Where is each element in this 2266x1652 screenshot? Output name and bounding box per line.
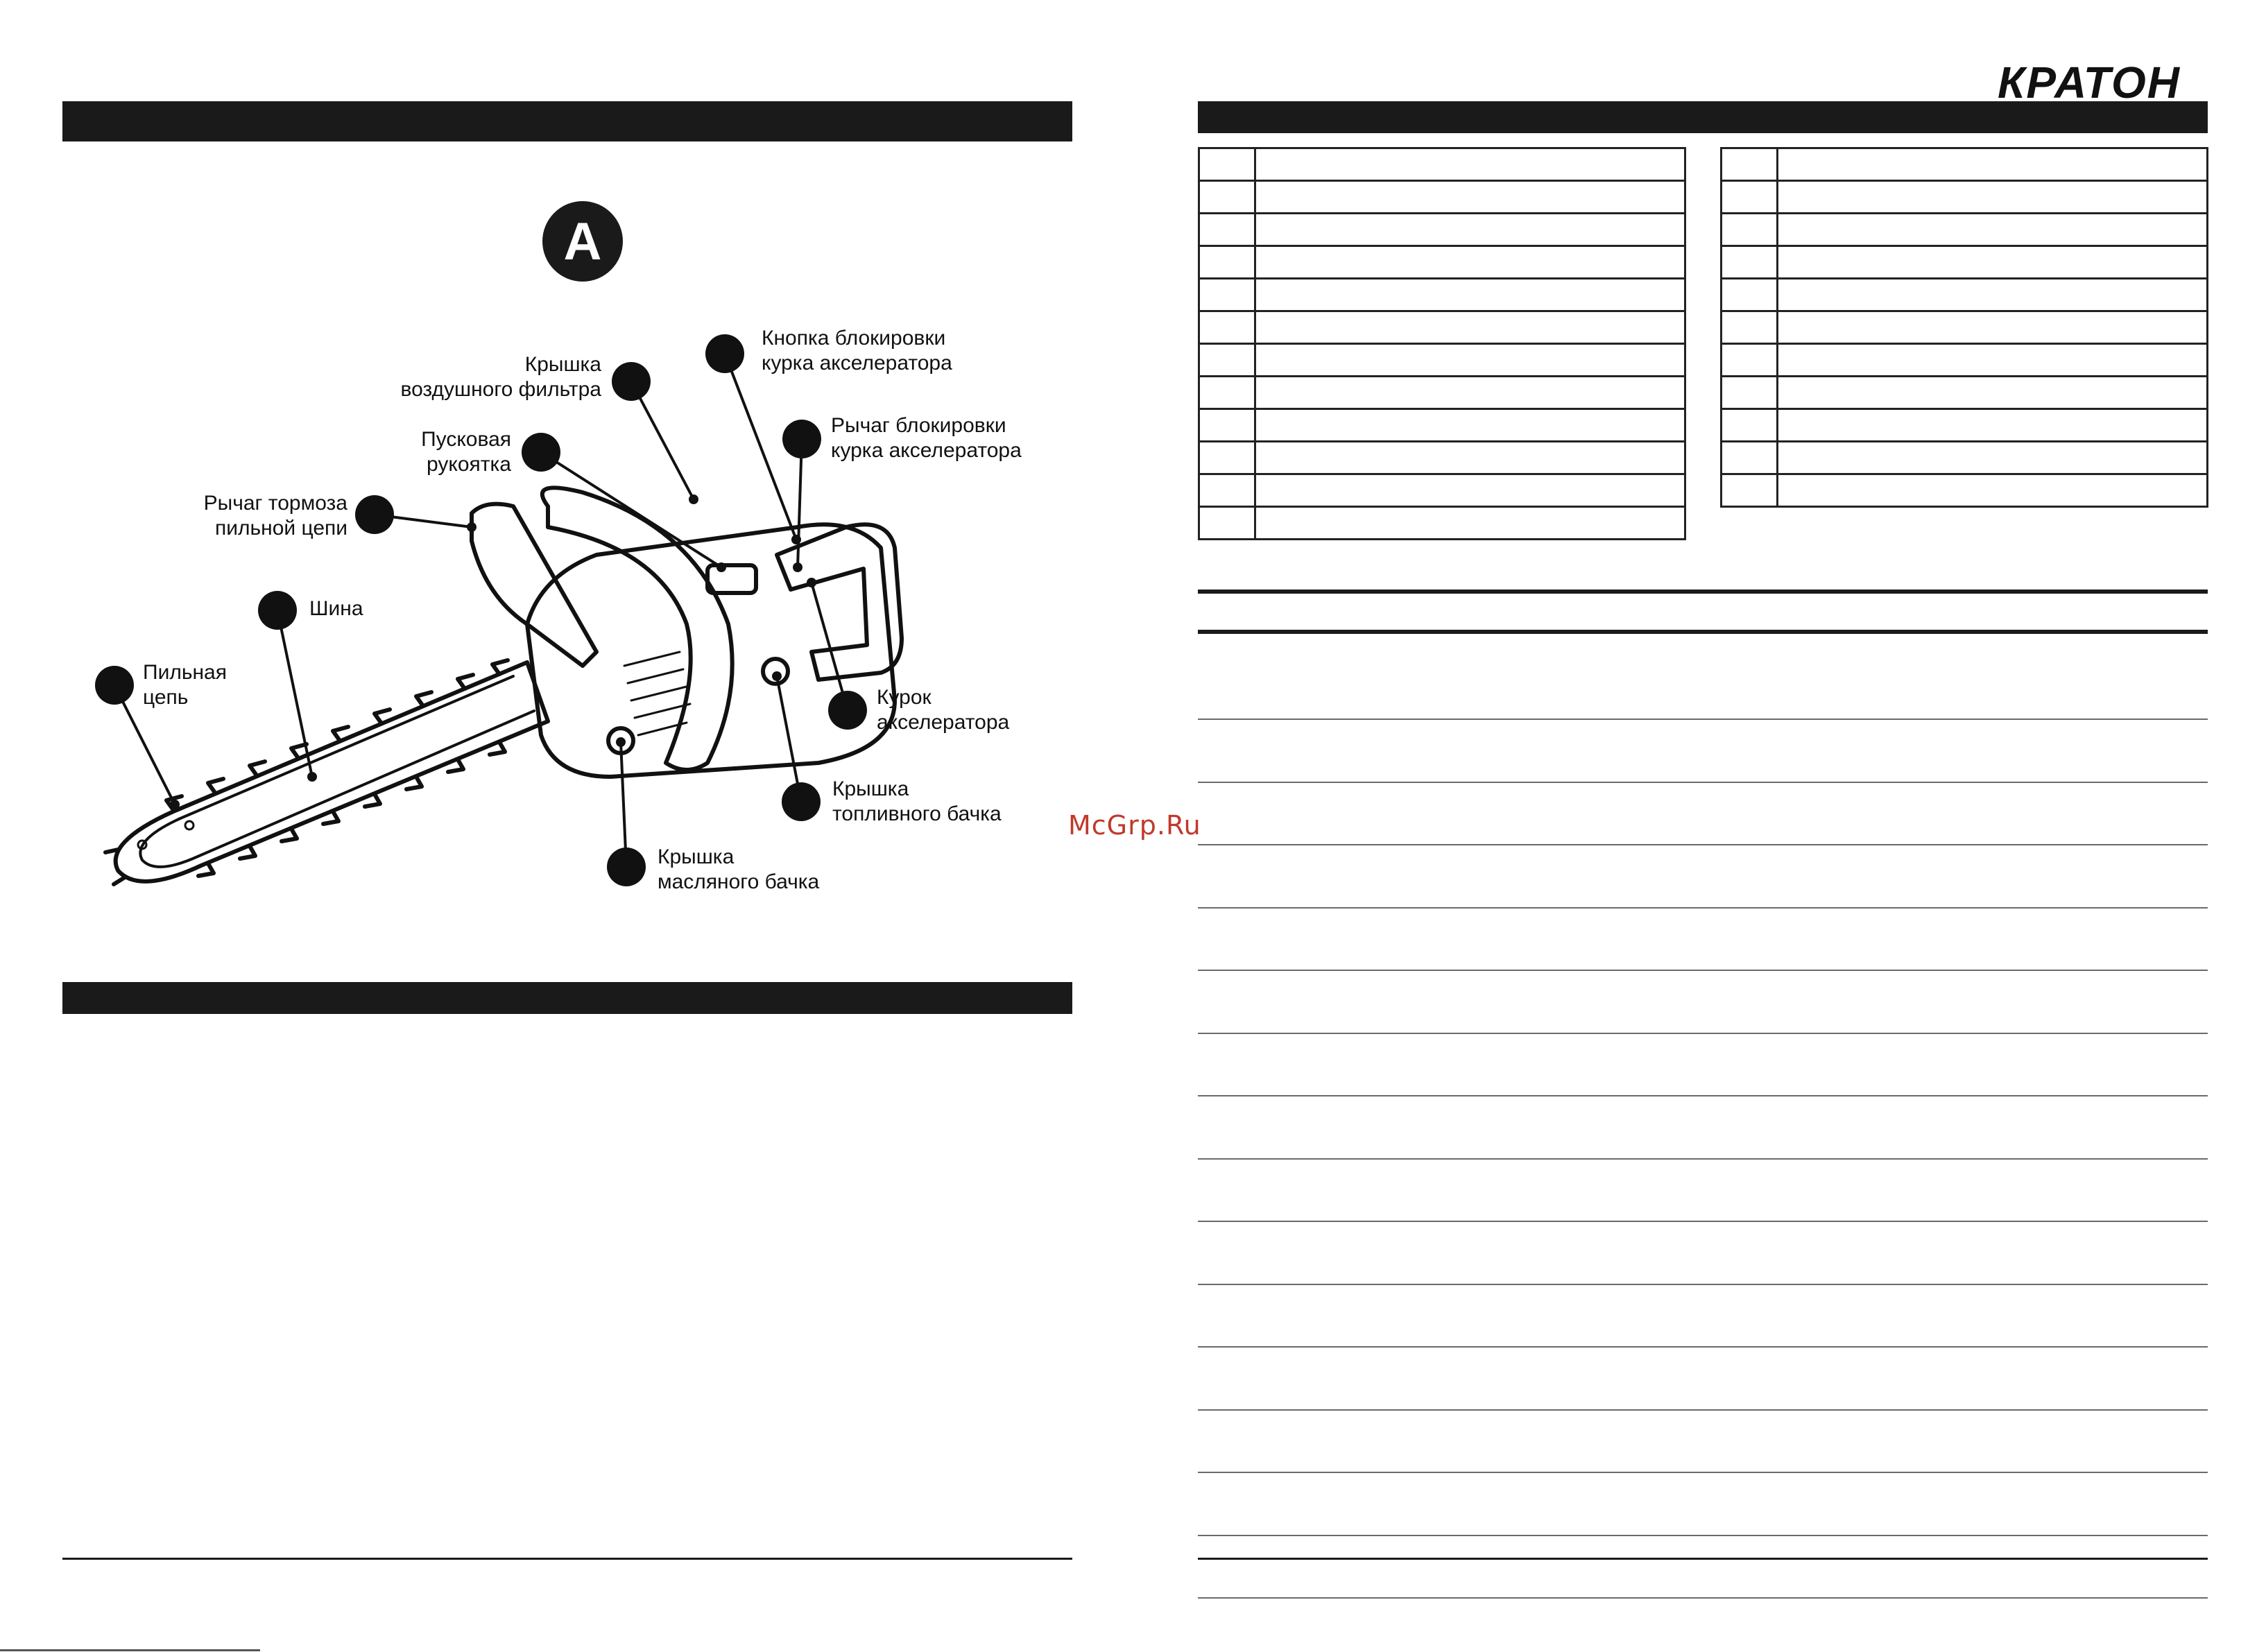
table-row [1722,311,2208,344]
callout-label-line: Кнопка блокировки [762,327,946,350]
table-row [1199,474,1685,507]
table-cell-index [1722,377,1778,409]
table-cell-value [1255,409,1685,442]
table-row [1199,246,1685,279]
table-row [1722,409,2208,442]
callout-label-line: Рычаг блокировки [831,414,1006,437]
table-row [1199,507,1685,540]
table-cell-index [1722,181,1778,214]
writing-line [1198,1095,2208,1096]
table-cell-value [1778,474,2208,507]
section-rule [1198,590,2208,594]
table-cell-index [1722,214,1778,246]
callout-label-line: акселератора [877,711,1010,734]
table-row [1722,246,2208,279]
callout-label-fuel-cap [832,777,1002,827]
table-cell-value [1255,442,1685,474]
brand-logo: КРАТОН [1998,58,2181,107]
table-cell-index [1722,148,1778,181]
callout-label-line: Шина [309,597,363,620]
page-corner-rule [0,1649,260,1651]
callout-label-line: Крышка [524,353,601,376]
table-cell-value [1778,181,2208,214]
table-cell-value [1778,214,2208,246]
writing-line [1198,1158,2208,1160]
table-row [1722,442,2208,474]
writing-line [1198,1409,2208,1411]
callout-label-line: воздушного фильтра [400,378,601,401]
table-cell-index [1722,246,1778,279]
table-cell-value [1255,344,1685,377]
callout-label-air-filter-cover [400,352,601,402]
table-row [1722,181,2208,214]
table-cell-value [1255,311,1685,344]
table-cell-index [1722,344,1778,377]
table-cell-value [1255,377,1685,409]
callout-marker-bar [258,591,297,630]
front-handle [542,488,732,770]
table-row [1199,148,1685,181]
table-row [1722,377,2208,409]
table-row [1199,181,1685,214]
table-cell-value [1778,442,2208,474]
rear-handle [777,524,902,680]
table-cell-index [1199,377,1255,409]
table-cell-index [1199,507,1255,540]
table-cell-index [1722,409,1778,442]
callout-label-lock-button [762,326,952,376]
table-cell-index [1199,181,1255,214]
table-cell-value [1778,148,2208,181]
writing-line [1198,719,2208,720]
spec-table-left [1198,147,1686,540]
writing-line [1198,907,2208,909]
table-row [1722,279,2208,311]
table-cell-value [1255,148,1685,181]
writing-line [1198,844,2208,845]
callout-marker-trigger [828,691,867,730]
table-row [1199,442,1685,474]
callout-marker-brake-lever [355,495,394,534]
writing-line [1198,1597,2208,1599]
table-row [1722,148,2208,181]
table-cell-index [1199,442,1255,474]
callout-label-line: Пильная [143,661,227,684]
callout-marker-saw-chain [95,666,134,705]
table-cell-index [1722,311,1778,344]
table-cell-index [1722,474,1778,507]
table-row [1722,214,2208,246]
callout-label-line: рукоятка [427,453,511,476]
callout-label-line: Крышка [832,777,909,800]
table-row [1199,344,1685,377]
watermark: McGrp.Ru [1068,810,1201,841]
callout-label-saw-chain [143,660,227,710]
section-rule [1198,630,2208,634]
callout-label-line: курка акселератора [762,352,952,375]
callout-marker-oil-cap [607,847,646,886]
table-cell-value [1778,409,2208,442]
table-cell-index [1722,279,1778,311]
table-cell-value [1255,279,1685,311]
callout-marker-lock-lever [782,420,821,458]
callout-label-line: Рычаг тормоза [203,492,347,515]
callout-label-oil-cap [658,845,819,895]
table-cell-index [1199,279,1255,311]
table-row [1199,311,1685,344]
callout-label-brake-lever [204,491,347,541]
writing-line [1198,782,2208,783]
table-cell-index [1722,442,1778,474]
callout-label-line: масляного бачка [658,870,820,893]
engine-body [527,524,895,777]
writing-line [1198,1221,2208,1222]
table-cell-value [1255,214,1685,246]
writing-line [1198,1284,2208,1285]
callout-marker-fuel-cap [782,782,821,821]
callout-label-starter-handle [421,427,511,477]
callout-label-line: пильной цепи [214,517,347,540]
right-footer-rule [1198,1558,2208,1560]
callout-label-line: Крышка [658,845,735,868]
callout-label-bar [309,596,363,621]
table-cell-index [1199,148,1255,181]
callout-marker-air-filter-cover [612,362,651,401]
table-cell-index [1199,474,1255,507]
callout-label-line: курка акселератора [831,439,1022,462]
writing-line [1198,1535,2208,1536]
table-row [1199,214,1685,246]
table-cell-value [1778,311,2208,344]
table-cell-value [1255,246,1685,279]
writing-line [1198,970,2208,971]
table-cell-value [1255,474,1685,507]
callout-label-line: цепь [143,686,189,709]
table-cell-value [1778,279,2208,311]
table-row [1722,474,2208,507]
table-cell-value [1778,344,2208,377]
callout-label-lock-lever [831,413,1022,463]
table-row [1199,377,1685,409]
callout-label-line: топливного бачка [832,802,1002,825]
table-cell-value [1255,181,1685,214]
writing-line [1198,1472,2208,1473]
table-row [1199,409,1685,442]
writing-line [1198,1346,2208,1348]
table-cell-index [1199,214,1255,246]
table-cell-index [1199,409,1255,442]
callout-label-line: Курок [877,686,932,709]
table-cell-index [1199,311,1255,344]
table-cell-value [1778,377,2208,409]
table-cell-index [1199,246,1255,279]
spec-table-right [1720,147,2208,508]
table-row [1199,279,1685,311]
table-cell-index [1199,344,1255,377]
figure-badge: A [542,201,623,282]
callout-label-trigger [877,685,1009,735]
callout-marker-starter-handle [522,433,560,472]
left-footer-rule [62,1558,1072,1560]
callout-label-line: Пусковая [421,428,511,451]
table-cell-value [1778,246,2208,279]
table-row [1722,344,2208,377]
callout-marker-lock-button [705,334,744,373]
writing-line [1198,1033,2208,1034]
hand-guard [472,504,596,666]
table-cell-value [1255,507,1685,540]
